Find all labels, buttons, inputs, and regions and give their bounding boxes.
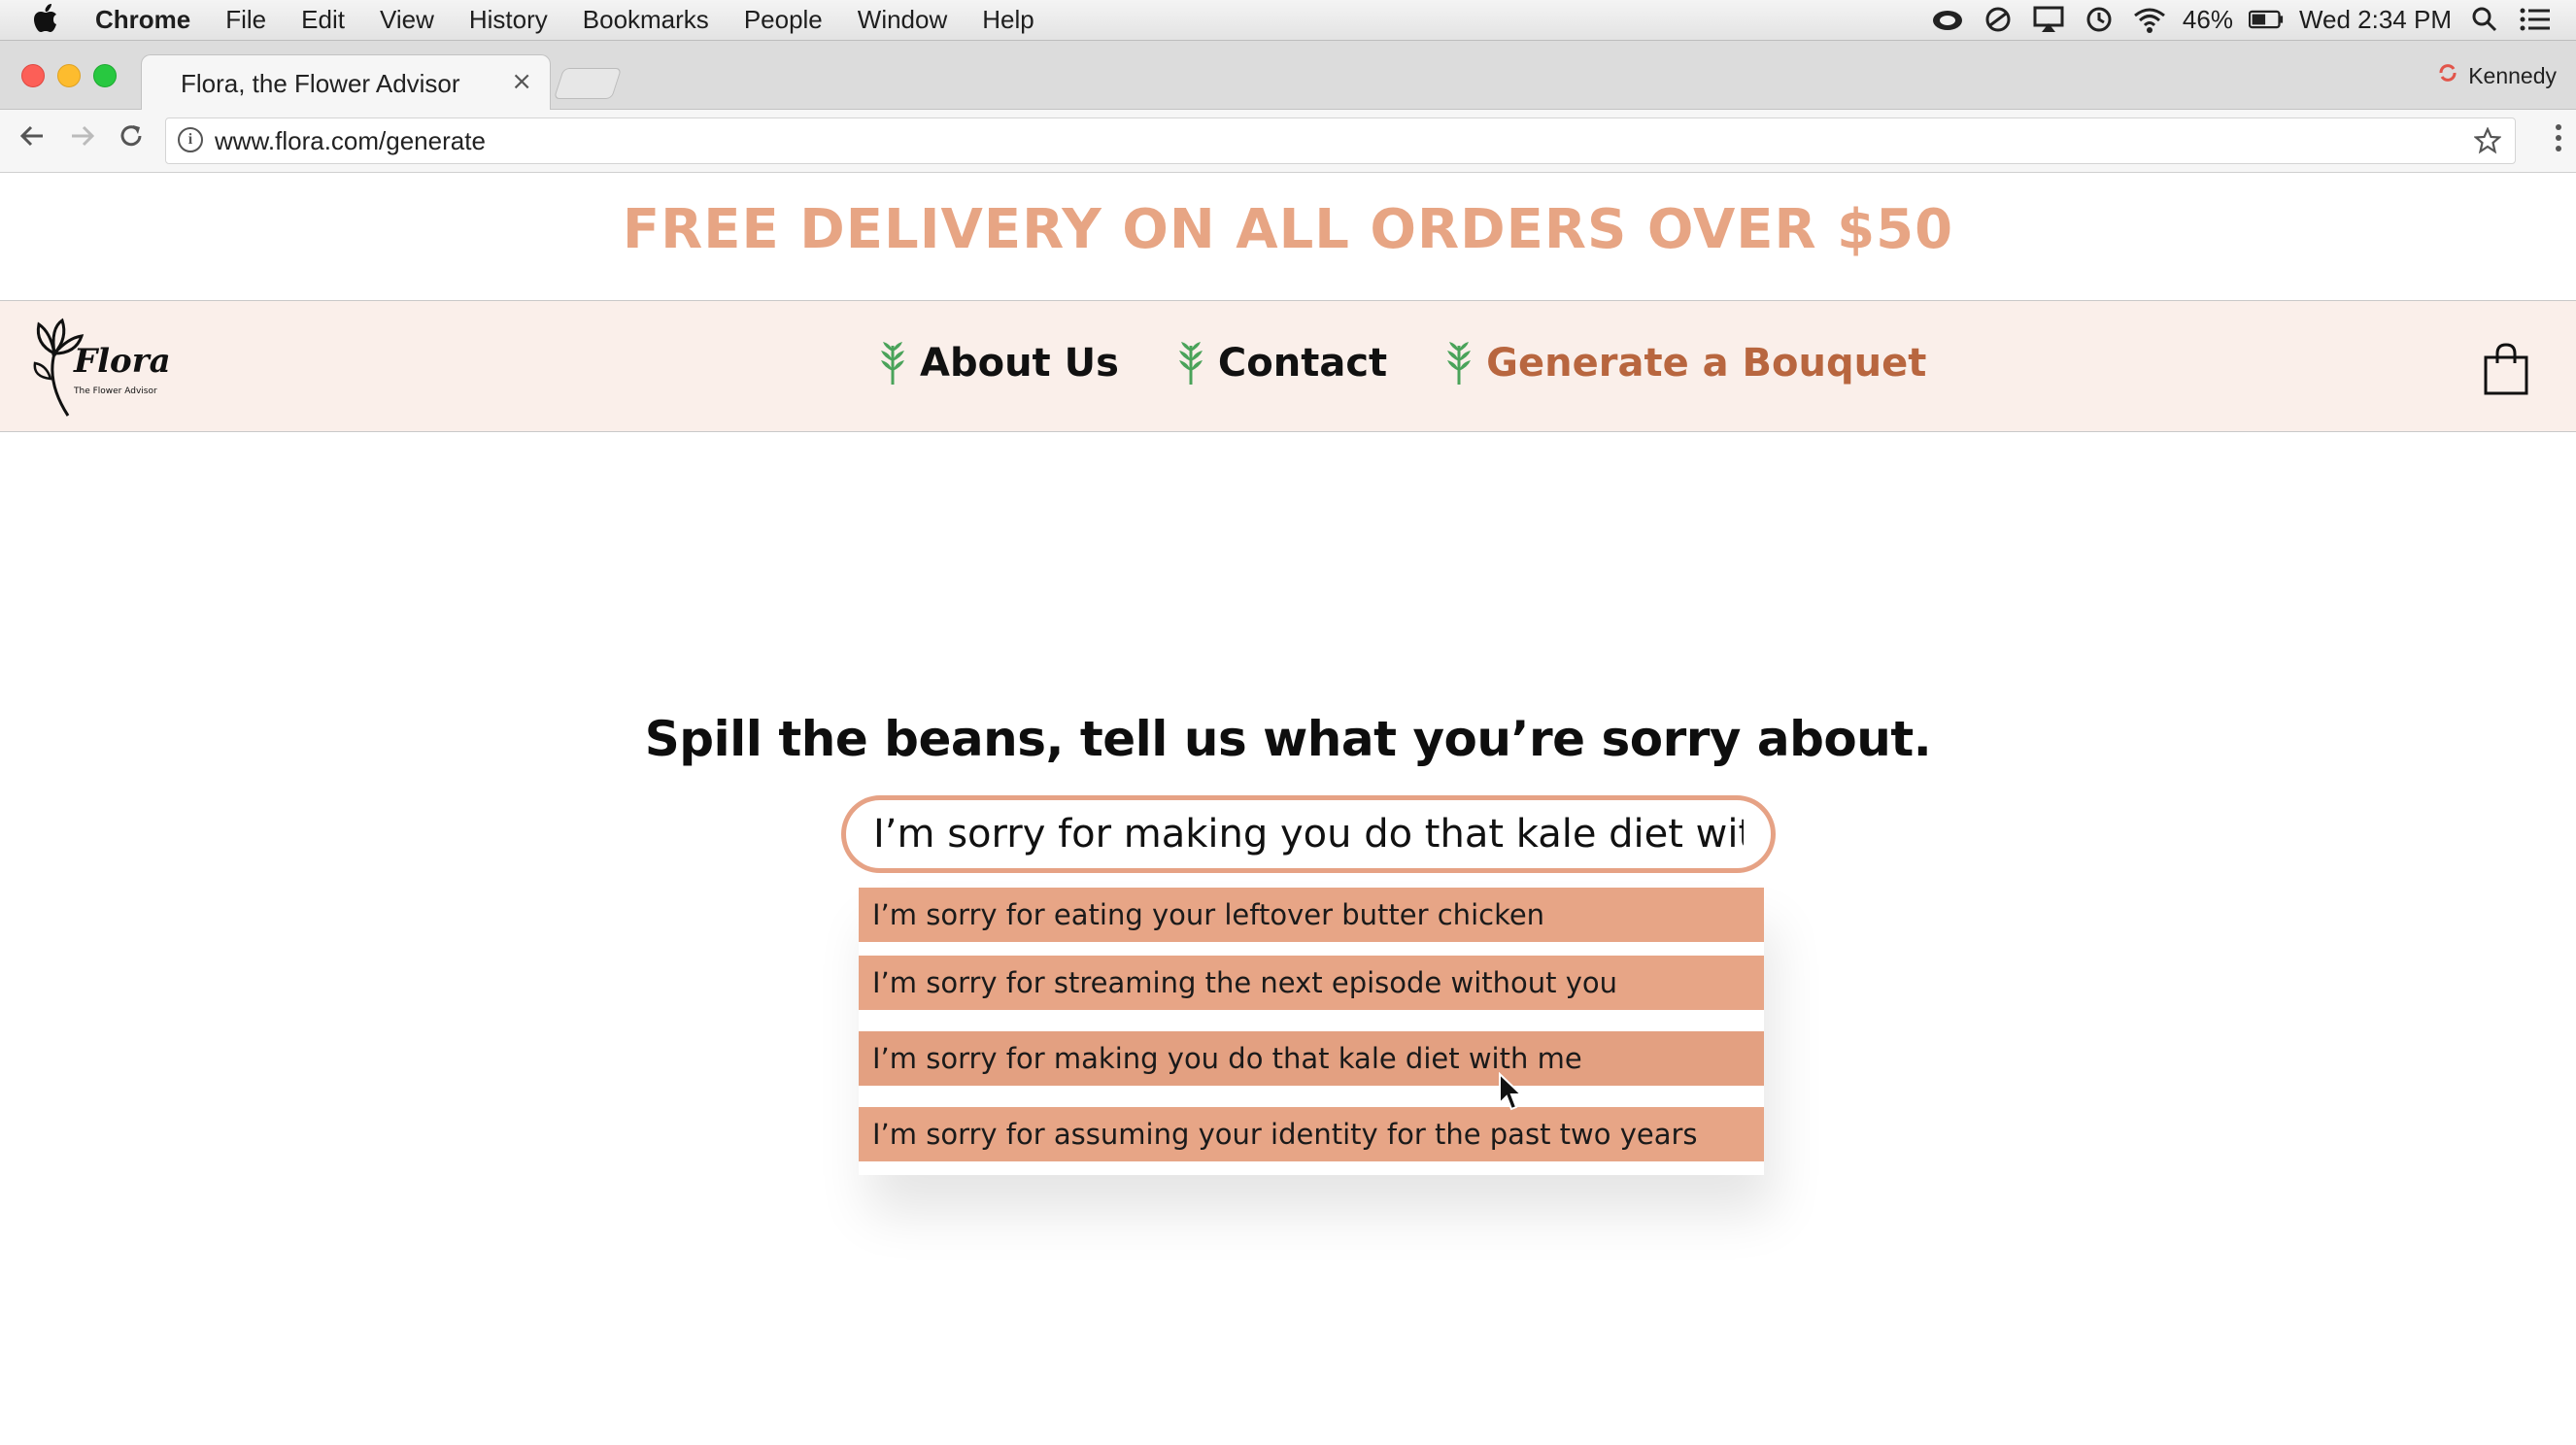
browser-toolbar: [0, 110, 2576, 173]
menu-bookmarks[interactable]: Bookmarks: [582, 5, 709, 34]
window-close-button[interactable]: [21, 64, 45, 87]
menu-history[interactable]: History: [468, 5, 548, 34]
airplay-icon[interactable]: [2031, 3, 2066, 36]
menu-app-name[interactable]: Chrome: [95, 5, 191, 34]
window-zoom-button[interactable]: [93, 64, 117, 87]
chrome-menu-icon[interactable]: [2555, 123, 2562, 152]
nav-generate-bouquet-label: Generate a Bouquet: [1486, 341, 1927, 386]
apology-input[interactable]: [841, 795, 1776, 873]
promo-text: FREE DELIVERY ON ALL ORDERS OVER $50: [622, 198, 1954, 261]
wifi-icon[interactable]: [2132, 3, 2167, 36]
forward-arrow-icon[interactable]: [68, 121, 97, 158]
suggestion-item[interactable]: I’m sorry for streaming the next episode without you: [859, 956, 1764, 1010]
suggestion-item[interactable]: I’m sorry for eating your leftover butter chicken: [859, 888, 1764, 942]
back-arrow-icon[interactable]: [17, 121, 47, 158]
nav-contact[interactable]: [1175, 340, 1387, 386]
suggestion-item[interactable]: I’m sorry for assuming your identity for the past two years: [859, 1107, 1764, 1161]
clock[interactable]: Wed 2:34 PM: [2298, 4, 2452, 34]
sprig-icon: [877, 340, 908, 386]
menu-window[interactable]: Window: [857, 5, 948, 34]
profile-name: Kennedy: [2468, 62, 2557, 88]
menu-edit[interactable]: Edit: [301, 5, 345, 34]
nav-about-us-label: About Us: [920, 341, 1119, 386]
nav-contact-label: Contact: [1217, 341, 1388, 386]
tab-close-icon[interactable]: ×: [511, 67, 532, 96]
sync-icon[interactable]: [1981, 3, 2016, 36]
logo-tagline: The Flower Advisor: [74, 386, 157, 396]
bookmark-star-icon[interactable]: [2474, 121, 2501, 162]
flora-logo[interactable]: [29, 315, 171, 421]
battery-icon[interactable]: [2249, 3, 2284, 36]
menu-view[interactable]: View: [379, 5, 434, 34]
address-bar[interactable]: [165, 118, 2516, 164]
shopping-bag-icon[interactable]: [2483, 342, 2529, 396]
profile-button[interactable]: [2437, 62, 2557, 89]
menu-people[interactable]: People: [743, 5, 823, 34]
tab-title: Flora, the Flower Advisor: [181, 69, 460, 98]
sprig-icon: [1443, 340, 1474, 386]
menu-bar: [0, 0, 2576, 41]
logo-wordmark: Flora: [74, 342, 171, 381]
promo-banner: [0, 173, 2576, 301]
site-navbar: [0, 301, 2576, 432]
mouse-pointer-icon: [1498, 1072, 1525, 1113]
notification-center-icon[interactable]: [2518, 3, 2553, 36]
spotlight-search-icon[interactable]: [2467, 3, 2502, 36]
suggestion-item[interactable]: I’m sorry for making you do that kale diet with me: [859, 1031, 1764, 1086]
nav-links: [877, 340, 1983, 386]
nav-generate-bouquet[interactable]: [1443, 340, 1926, 386]
url-text[interactable]: www.flora.com/generate: [215, 126, 486, 155]
menu-help[interactable]: Help: [982, 5, 1034, 34]
site-info-icon[interactable]: i: [178, 127, 203, 152]
profile-sync-icon: [2437, 62, 2458, 89]
nav-about-us[interactable]: [877, 340, 1119, 386]
battery-percent: 46%: [2182, 4, 2233, 34]
time-machine-icon[interactable]: [2082, 3, 2117, 36]
tab-strip: [0, 41, 2576, 110]
sprig-icon: [1175, 340, 1206, 386]
creative-cloud-icon[interactable]: [1930, 3, 1965, 36]
new-tab-button[interactable]: [554, 68, 622, 99]
page-heading: Spill the beans, tell us what you’re sorry about.: [644, 711, 1932, 767]
menu-file[interactable]: File: [225, 5, 267, 34]
suggestion-list: [859, 888, 1764, 1175]
reload-icon[interactable]: [117, 121, 146, 158]
apple-icon[interactable]: [33, 4, 58, 40]
tab-flora[interactable]: [141, 54, 551, 111]
window-minimize-button[interactable]: [57, 64, 81, 87]
